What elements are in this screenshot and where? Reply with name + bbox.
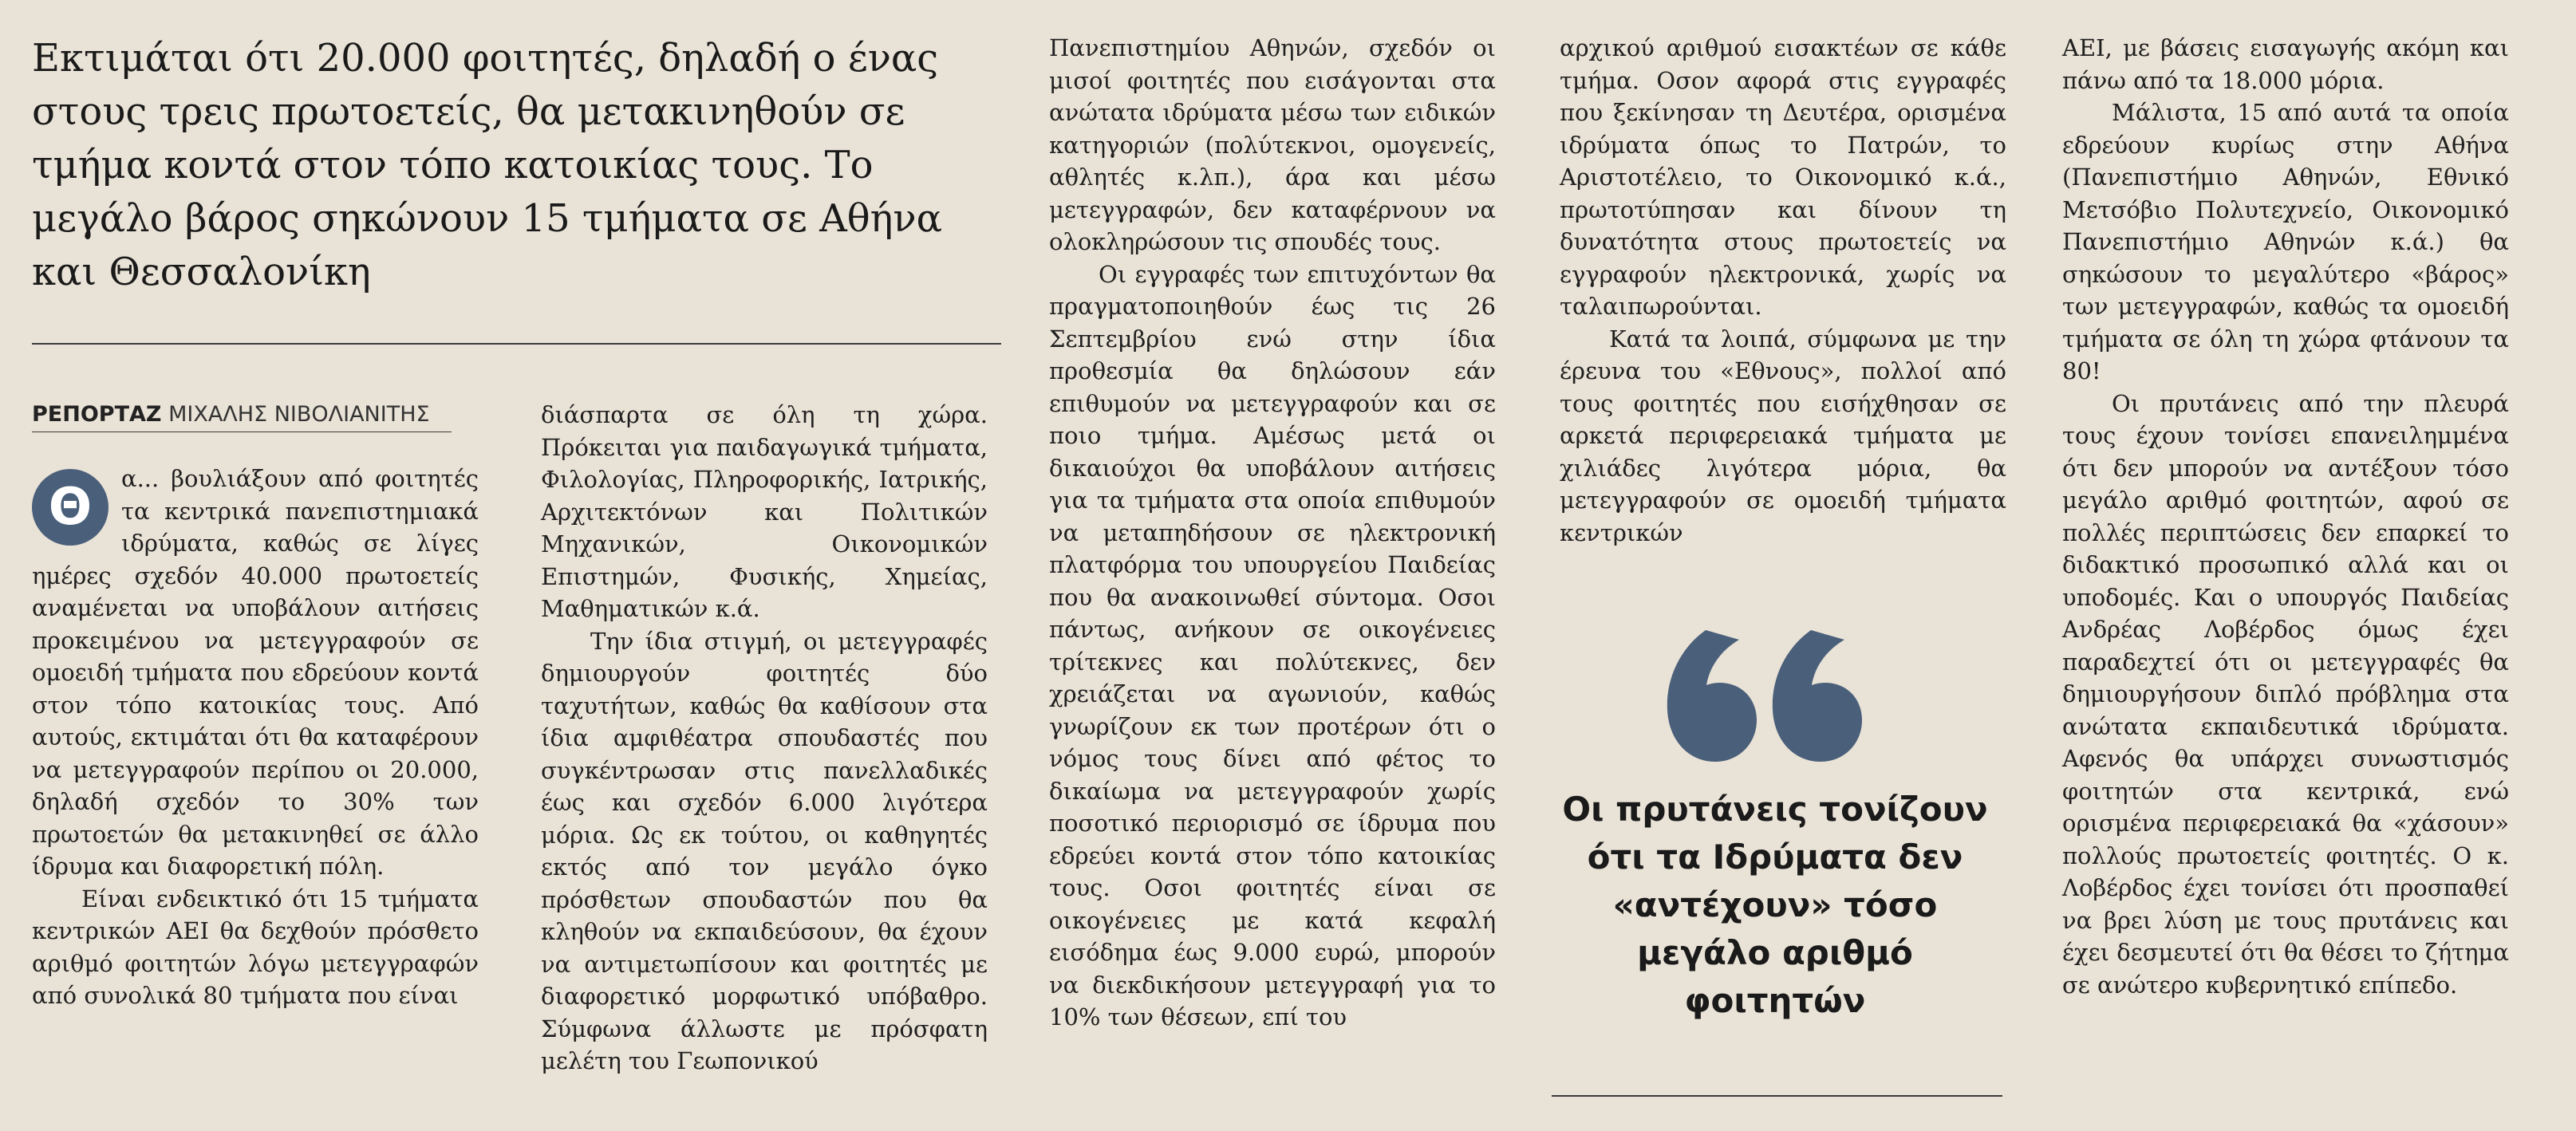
article-column-4: [1560, 32, 2006, 549]
article-column-2: [541, 399, 988, 1078]
pull-quote-divider: [1552, 1095, 2002, 1097]
paragraph: Κατά τα λοιπά, σύμφωνα με την έρευνα του «Εθνους», πολλοί από τους φοιτητές που εισήχθησαν σε αρκετά περιφερειακά τμήματα με χιλιάδες λιγότερα μόρια, θα μετεγγραφούν σε ομοειδή τμήματα κεντρικών: [1560, 325, 2006, 546]
paragraph: ΑΕΙ, με βάσεις εισαγωγής ακόμη και πάνω από τα 18.000 μόρια.: [2062, 34, 2509, 94]
byline-kicker: ΡΕΠΟΡΤΑΖ: [32, 402, 162, 427]
article-column-5: [2062, 32, 2509, 1001]
article-column-1: [32, 463, 479, 1012]
paragraph: αρχικού αριθμού εισακτέων σε κάθε τμήμα. Οσον αφορά στις εγγραφές που ξεκίνησαν τη Δευτέρα, ορισμένα ιδρύματα όπως το Πατρών, το Αριστοτέλειο, το Οικονομικό κ.ά., πρωτοτύπησαν και δίνουν τη δυνατότητα στους πρωτοετείς να εγγραφούν ηλεκτρονικά, χωρίς να ταλαιπωρούνται.: [1560, 34, 2006, 320]
paragraph: Οι πρυτάνεις από την πλευρά τους έχουν τονίσει επανειλημμένα ότι δεν μπορούν να αντέξουν τόσο μεγάλο αριθμό φοιτητών, αφού σε πολλές περιπτώσεις δεν επαρκεί το διδακτικό προσωπικό αλλά και οι υποδομές. Και ο υπουργός Παιδείας Ανδρέας Λοβέρδος όμως έχει παραδεχτεί ότι οι μετεγγραφές θα δημιουργήσουν διπλό πρόβλημα στα ανώτατα εκπαιδευτικά ιδρύματα. Αφενός θα υπάρχει συνωστισμός φοιτητών στα κεντρικά, ενώ ορισμένα περιφερειακά θα «χάσουν» πολλούς πρωτοετείς φοιτητές. Ο κ. Λοβέρδος έχει τονίσει ότι προσπαθεί να βρει λύση με τους πρυτάνεις και έχει δεσμευτεί ότι θα θέσει το ζήτημα σε ανώτερο κυβερνητικό επίπεδο.: [2062, 389, 2509, 999]
pull-quote: Οι πρυτάνεις τονίζουν ότι τα Ιδρύματα δεν «αντέχουν» τόσο μεγάλο αριθμό φοιτητών: [1562, 790, 1988, 1020]
paragraph: Είναι ενδεικτικό ότι 15 τμήματα κεντρικών ΑΕΙ θα δεχθούν πρόσθετο αριθμό φοιτητών λόγω μετεγγραφών από συνολικά 80 τμήματα που είναι: [32, 885, 479, 1009]
byline: [32, 399, 479, 431]
paragraph: διάσπαρτα σε όλη τη χώρα. Πρόκειται για παιδαγωγικά τμήματα, Φιλολογίας, Πληροφορικής, Ιατρικής, Αρχιτεκτόνων και Πολιτικών Μηχανικών, Οικονομικών Επιστημών, Φυσικής, Χημείας, Μαθηματικών κ.ά.: [541, 401, 988, 622]
byline-author: ΜΙΧΑΛΗΣ ΝΙΒΟΛΙΑΝΙΤΗΣ: [168, 402, 430, 427]
article-column-3: [1049, 32, 1496, 1034]
lead-paragraph: [32, 463, 479, 883]
paragraph: Πανεπιστημίου Αθηνών, σχεδόν οι μισοί φοιτητές που εισάγονται στα ανώτατα ιδρύματα μέσω των ειδικών κατηγοριών (πολύτεκνοι, ομογενείς, αθλητές κ.λπ.), άρα και μέσω μετεγγραφών, δεν καταφέρνουν να ολοκληρώσουν τις σπουδές τους.: [1049, 34, 1496, 255]
dropcap: Θ: [32, 469, 108, 546]
paragraph: Την ίδια στιγμή, οι μετεγγραφές δημιουργούν φοιτητές δύο ταχυτήτων, καθώς θα καθίσουν στα ίδια αμφιθέατρα σπουδαστές που συγκέντρωσαν στις πανελλαδικές έως και σχεδόν 6.000 λιγότερα μόρια. Ως εκ τούτου, οι καθηγητές εκτός από τον μεγάλο όγκο πρόσθετων σπουδαστών που θα κληθούν να εκπαιδεύσουν, θα έχουν να αντιμετωπίσουν και φοιτητές με διαφορετικό μορφωτικό υπόβαθρο. Σύμφωνα άλλωστε με πρόσφατη μελέτη του Γεωπονικού: [541, 627, 988, 1074]
paragraph: Οι εγγραφές των επιτυχόντων θα πραγματοποιηθούν έως τις 26 Σεπτεμβρίου ενώ στην ίδια προθεσμία θα δηλώσουν εάν επιθυμούν να μετεγγραφούν και σε ποιο τμήμα. Αμέσως μετά οι δικαιούχοι θα υποβάλουν αιτήσεις για τα τμήματα στα οποία επιθυμούν να μεταπηδήσουν σε ηλεκτρονική πλατφόρμα του υπουργείου Παιδείας που θα ανακοινωθεί σύντομα. Οσοι πάντως, ανήκουν σε οικογένειες τρίτεκνες και πολύτεκνες, δεν χρειάζεται να αγωνιούν, καθώς γνωρίζουν εκ των προτέρων ότι ο νόμος τους δίνει από φέτος το δικαίωμα να μετεγγραφούν χωρίς ποσοτικό περιορισμό σε ίδρυμα που εδρεύει κοντά στον τόπο κατοικίας τους. Οσοι φοιτητές είναι σε οικογένειες με κατά κεφαλή εισόδημα έως 9.000 ευρώ, μπορούν να διεκδικήσουν μετεγγραφή για το 10% των θέσεων, επί του: [1049, 260, 1496, 1031]
headline-divider: [32, 343, 1001, 345]
quotation-mark-icon: [1658, 614, 1865, 774]
paragraph: Μάλιστα, 15 από αυτά τα οποία εδρεύουν κυρίως στην Αθήνα (Πανεπιστήμιο Αθηνών, Εθνικό Μετσόβιο Πολυτεχνείο, Οικονομικό Πανεπιστήμιο Αθηνών κ.ά.) θα σηκώσουν το μεγαλύτερο «βάρος» των μετεγγραφών, καθώς τα ομοειδή τμήματα σε όλη τη χώρα φτάνουν τα 80!: [2062, 99, 2509, 384]
lead-paragraph-text: α... βουλιάξουν από φοιτητές τα κεντρικά πανεπιστημιακά ιδρύματα, καθώς σε λίγες ημέρες σχεδόν 40.000 πρωτοετείς αναμένεται να υποβάλουν αιτήσεις προκειμένου να μετεγγραφούν σε ομοειδή τμήματα που εδρεύουν κοντά στον τόπο κατοικίας τους. Από αυτούς, εκτιμάται ότι θα καταφέρουν να μετεγγραφούν περίπου οι 20.000, δηλαδή σχεδόν το 30% των πρωτοετών θα μετακινηθεί σε άλλο ίδρυμα και διαφορετική πόλη.: [32, 465, 479, 880]
headline: Εκτιμάται ότι 20.000 φοιτητές, δηλαδή ο ένας στους τρεις πρωτοετείς, θα μετακινηθούν σε τμήμα κοντά στον τόπο κατοικίας τους. Το μεγάλο βάρος σηκώνουν 15 τμήματα σε Αθήνα και Θεσσαλονίκη: [32, 36, 943, 294]
